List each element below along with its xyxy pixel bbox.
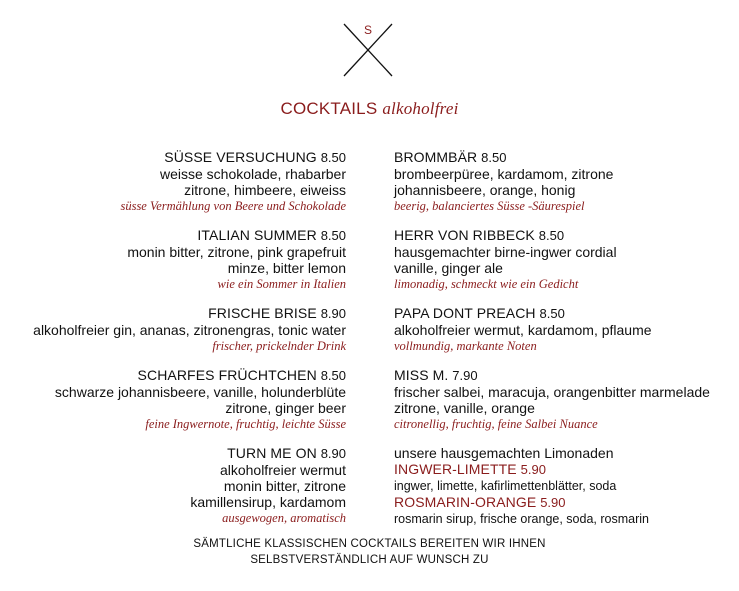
item-ingredients: alkoholfreier gin, ananas, zitronengras, tonic water [33, 322, 346, 338]
menu-item [0, 445, 346, 526]
right-column [394, 149, 734, 540]
lemonade-name: ROSMARIN-ORANGE [394, 494, 537, 510]
lemonade-price: 5.90 [540, 495, 566, 510]
footer-line-1: SÄMTLICHE KLASSISCHEN COCKTAILS BEREITEN WIR IHNEN [193, 538, 546, 550]
item-name: TURN ME ON [227, 445, 317, 461]
item-ingredients: schwarze johannisbeere, vanille, holunderblüte [54, 384, 346, 400]
lemonade-ingredients: ingwer, limette, kafirlimettenblätter, soda [394, 479, 617, 493]
item-ingredients: zitrone, vanille, orange [394, 400, 535, 416]
item-price: 8.50 [539, 306, 565, 321]
item-description: wie ein Sommer in Italien [217, 277, 346, 291]
lemonade-section [394, 445, 734, 527]
item-price: 8.90 [320, 306, 346, 321]
item-name: FRISCHE BRISE [208, 305, 317, 321]
item-name: PAPA DONT PREACH [394, 305, 536, 321]
item-price: 7.90 [452, 368, 478, 383]
logo [340, 20, 396, 78]
lemonade-price: 5.90 [520, 462, 546, 477]
item-price: 8.50 [538, 228, 565, 243]
item-name: HERR VON RIBBECK [394, 227, 535, 243]
item-ingredients: brombeerpüree, kardamom, zitrone [394, 166, 614, 182]
menu-item [394, 149, 734, 214]
menu-item [0, 367, 346, 432]
item-name: SÜSSE VERSUCHUNG [164, 149, 317, 165]
menu-item [394, 367, 734, 432]
item-price: 8.50 [320, 150, 346, 165]
footer-line-2: SELBSTVERSTÄNDLICH AUF WUNSCH ZU [250, 554, 489, 566]
item-description: feine Ingwernote, fruchtig, leichte Süsse [145, 417, 346, 431]
item-ingredients: alkoholfreier wermut [219, 462, 346, 478]
item-ingredients: monin bitter, zitrone, pink grapefruit [127, 244, 346, 260]
item-description: beerig, balanciertes Süsse -Säurespiel [394, 199, 585, 213]
title-main: COCKTAILS [280, 99, 378, 118]
left-column [0, 149, 346, 539]
item-description: vollmundig, markante Noten [394, 339, 537, 353]
item-price: 8.50 [481, 150, 507, 165]
item-price: 8.50 [320, 228, 346, 243]
item-ingredients: alkoholfreier wermut, kardamom, pflaume [394, 322, 652, 338]
menu-item [0, 227, 346, 292]
item-description: citronellig, fruchtig, feine Salbei Nuance [394, 417, 598, 431]
item-name: BROMMBÄR [394, 149, 478, 165]
item-name: ITALIAN SUMMER [197, 227, 317, 243]
item-ingredients: kamillensirup, kardamom [190, 494, 346, 510]
item-ingredients: zitrone, ginger beer [225, 400, 346, 416]
lemonade-heading: unsere hausgemachten Limonaden [394, 445, 614, 461]
lemonade-name: INGWER-LIMETTE [394, 461, 517, 477]
item-price: 8.90 [320, 446, 346, 461]
menu-item [0, 305, 346, 354]
menu-item [394, 227, 734, 292]
item-ingredients: monin bitter, zitrone [223, 478, 346, 494]
item-description: süsse Vermählung von Beere und Schokolade [120, 199, 346, 213]
logo-letter: S [363, 23, 372, 37]
item-ingredients: weisse schokolade, rhabarber [160, 166, 346, 182]
item-ingredients: minze, bitter lemon [227, 260, 346, 276]
item-ingredients: hausgemachter birne-ingwer cordial [394, 244, 617, 260]
item-ingredients: zitrone, himbeere, eiweiss [184, 182, 346, 198]
item-description: limonadig, schmeckt wie ein Gedicht [394, 277, 579, 291]
item-ingredients: vanille, ginger ale [394, 260, 503, 276]
menu-item [0, 149, 346, 214]
page-title [0, 99, 739, 119]
item-price: 8.50 [320, 368, 346, 383]
item-ingredients: johannisbeere, orange, honig [394, 182, 576, 198]
item-description: frischer, prickelnder Drink [212, 339, 346, 353]
item-ingredients: frischer salbei, maracuja, orangenbitter marmelade [394, 384, 710, 400]
item-name: SCHARFES FRÜCHTCHEN [137, 367, 317, 383]
footer-note [0, 536, 739, 568]
lemonade-ingredients: rosmarin sirup, frische orange, soda, rosmarin [394, 512, 649, 526]
item-description: ausgewogen, aromatisch [222, 511, 346, 525]
title-sub: alkoholfrei [382, 99, 459, 118]
item-name: MISS M. [394, 367, 449, 383]
menu-item [394, 305, 734, 354]
